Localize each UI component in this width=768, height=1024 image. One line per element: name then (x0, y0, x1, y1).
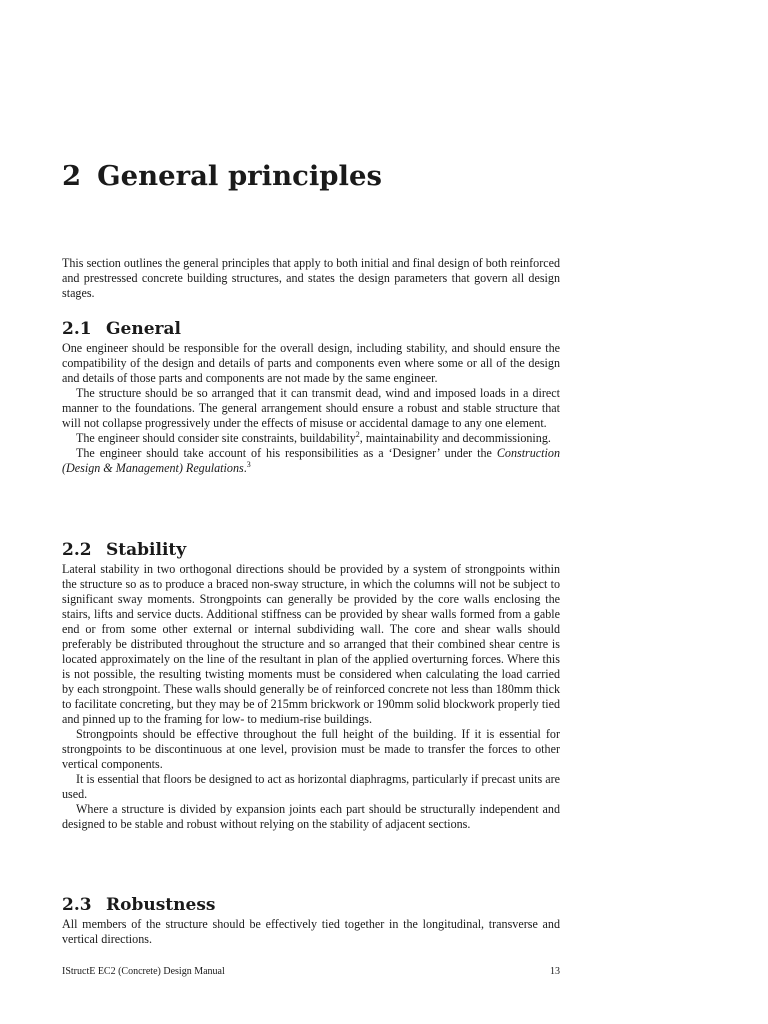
section-title: Robustness (106, 895, 216, 915)
paragraph (62, 446, 560, 476)
chapter-heading (62, 160, 382, 192)
footnote-ref: 3 (246, 459, 251, 469)
paragraph: It is essential that floors be designed to act as horizontal diaphragms, particularly if precast units are used. (62, 772, 560, 801)
chapter-number: 2 (62, 160, 82, 192)
page-number: 13 (550, 966, 560, 977)
section-stability (62, 538, 560, 832)
intro-block (62, 256, 560, 301)
intro-paragraph: This section outlines the general principles that apply to both initial and final design of both reinforced and prestressed concrete building structures, and states the design parameters that govern all design stages. (62, 256, 560, 300)
page-footer (62, 965, 560, 979)
section-heading (62, 538, 560, 562)
text-run: . (243, 461, 247, 475)
chapter-title: General principles (97, 160, 382, 192)
footer-title: IStructE EC2 (Concrete) Design Manual (62, 966, 225, 977)
paragraph: Where a structure is divided by expansion joints each part should be structurally independent and designed to be stable and robust without relying on the stability of adjacent sections. (62, 802, 560, 831)
text-run: , maintainability and decommissioning. (359, 431, 551, 445)
section-title: Stability (106, 540, 187, 560)
text-run: The engineer should consider site constraints, buildability (76, 431, 356, 445)
paragraph: Lateral stability in two orthogonal directions should be provided by a system of strongpoints within the structure so as to produce a braced non-sway structure, in which the columns will not be subject to significant sway moments. Strongpoints can generally be provided by the core walls enclosing the stairs, lifts and service ducts. Additional stiffness can be provided by shear walls formed from a gable end or from some other external or internal subdividing wall. The core and shear walls should preferably be distributed throughout the structure and so arranged that their combined shear centre is located approximately on the line of the resultant in plan of the applied overturning forces. Where this is not possible, the resulting twisting moments must be considered when calculating the load carried by each strongpoint. These walls should generally be of reinforced concrete not less than 180mm thick to facilitate concreting, but they may be of 215mm brickwork or 190mm solid blockwork properly tied and pinned up to the framing for low- to medium-rise buildings. (62, 562, 560, 726)
section-robustness (62, 893, 560, 947)
paragraph: Strongpoints should be effective throughout the full height of the building. If it is essential for strongpoints to be discontinuous at one level, provision must be made to transfer the forces to other vertical components. (62, 727, 560, 771)
section-number: 2.3 (62, 895, 92, 915)
section-heading (62, 893, 560, 917)
section-number: 2.1 (62, 319, 92, 339)
text-run: The engineer should take account of his responsibilities as a ‘Designer’ under the (76, 446, 497, 460)
section-heading (62, 317, 560, 341)
section-title: General (106, 319, 181, 339)
paragraph: One engineer should be responsible for the overall design, including stability, and should ensure the compatibility of the design and details of parts and components even where some or all of the design and details of those parts and components are not made by the same engineer. (62, 341, 560, 385)
paragraph: The structure should be so arranged that it can transmit dead, wind and imposed loads in a direct manner to the foundations. The general arrangement should ensure a robust and stable structure that will not collapse progressively under the effects of misuse or accidental damage to any one element. (62, 386, 560, 430)
paragraph: All members of the structure should be effectively tied together in the longitudinal, transverse and vertical directions. (62, 917, 560, 946)
regulation-title: Construction (Design & Management) Regulations (62, 446, 560, 475)
footnote-ref: 2 (355, 429, 360, 439)
paragraph (62, 431, 560, 446)
section-general (62, 317, 560, 476)
section-number: 2.2 (62, 540, 92, 560)
